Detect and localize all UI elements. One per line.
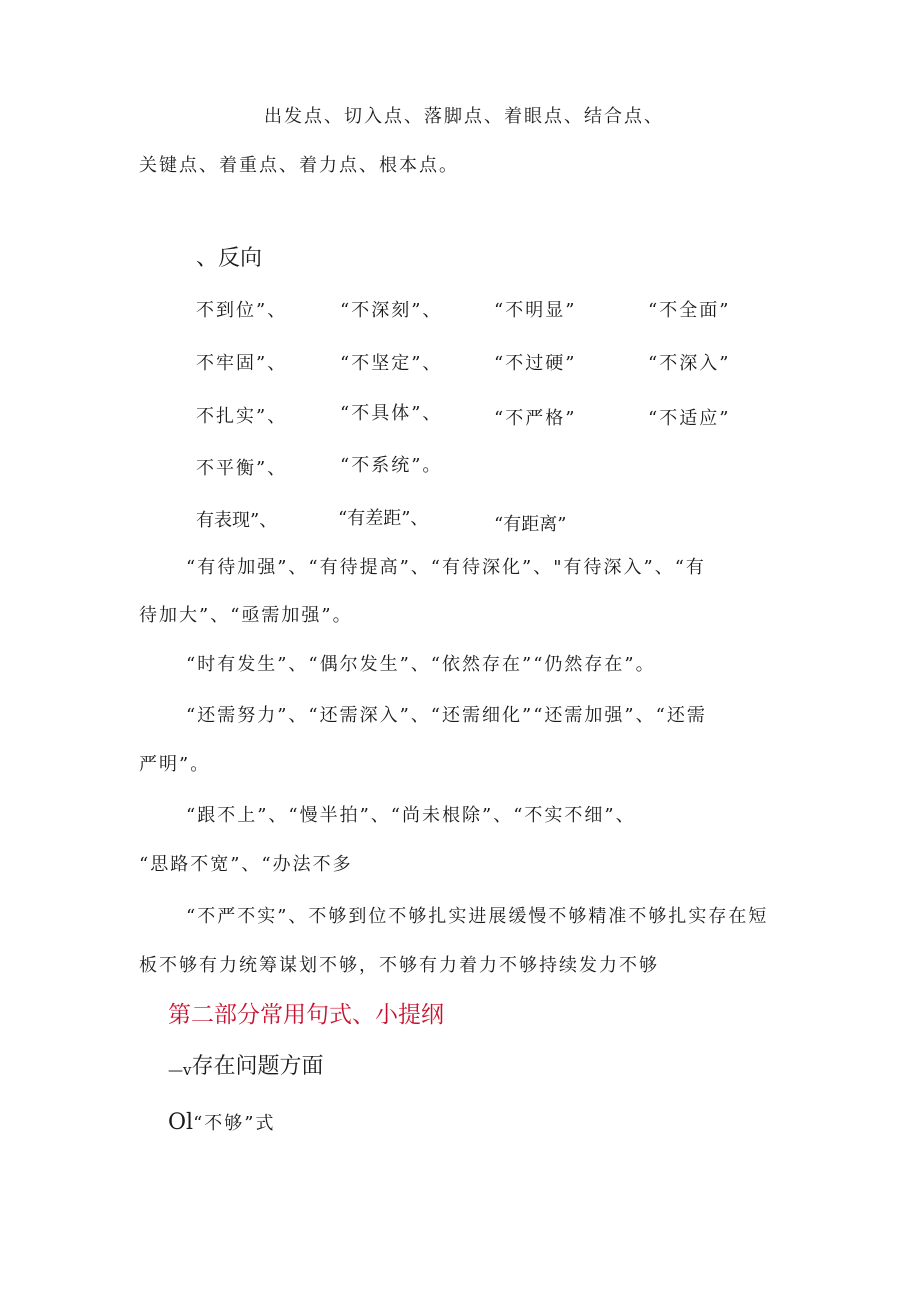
grid-cell: “不全面” <box>648 300 731 321</box>
text-line: 关键点、着重点、着力点、根本点。 <box>139 155 459 176</box>
grid-cell: “不深刻”、 <box>340 300 443 321</box>
paragraph-line: 板不够有力统筹谋划不够，不够有力着力不够持续发力不够 <box>139 955 659 976</box>
paragraph-line: 严明”。 <box>139 754 211 775</box>
grid-cell: “不具体”、 <box>340 403 443 424</box>
subheading-text: 存在问题方面 <box>191 1054 324 1079</box>
list-item-label: “不够”式 <box>193 1113 276 1134</box>
grid-cell: 不牢固”、 <box>196 353 288 374</box>
grid-cell: “有距离” <box>494 514 567 535</box>
subheading-prefix: —v <box>168 1061 192 1079</box>
subheading <box>168 1054 324 1080</box>
text-line: 出发点、切入点、落脚点、着眼点、结合点、 <box>264 106 664 127</box>
list-item-prefix: Ol <box>168 1110 194 1135</box>
grid-cell: 有表现”、 <box>196 510 278 531</box>
grid-cell: “不明显” <box>494 300 577 321</box>
paragraph-line: “有待加强”、“有待提高”、“有待深化”、"有待深入”、“有 <box>186 557 706 578</box>
grid-cell: 不扎实”、 <box>196 406 288 427</box>
paragraph-line: “时有发生”、“偶尔发生”、“依然存在”“仍然存在”。 <box>186 654 656 675</box>
grid-cell: 不到位”、 <box>196 300 288 321</box>
paragraph-line: 待加大”、“亟需加强”。 <box>139 605 353 626</box>
paragraph-line: “思路不宽”、“办法不多 <box>139 854 353 875</box>
paragraph-line: “还需努力”、“还需深入”、“还需细化”“还需加强”、“还需 <box>186 705 707 726</box>
section-heading: 、反向 <box>196 246 263 271</box>
grid-cell: 不平衡”、 <box>196 458 288 479</box>
grid-cell: “不系统”。 <box>340 455 443 476</box>
list-item <box>168 1112 275 1134</box>
grid-cell: “有差距”、 <box>338 508 429 529</box>
paragraph-line: “不严不实”、不够到位不够扎实进展缓慢不够精准不够扎实存在短 <box>186 906 769 927</box>
part-heading: 第二部分常用句式、小提纲 <box>168 1002 444 1028</box>
grid-cell: “不深入” <box>648 353 731 374</box>
paragraph-line: “跟不上”、“慢半拍”、“尚未根除”、“不实不细”、 <box>186 805 636 826</box>
grid-cell: “不坚定”、 <box>340 353 443 374</box>
grid-cell: “不过硬” <box>494 353 577 374</box>
grid-cell: “不适应” <box>648 408 731 429</box>
grid-cell: “不严格” <box>494 408 577 429</box>
